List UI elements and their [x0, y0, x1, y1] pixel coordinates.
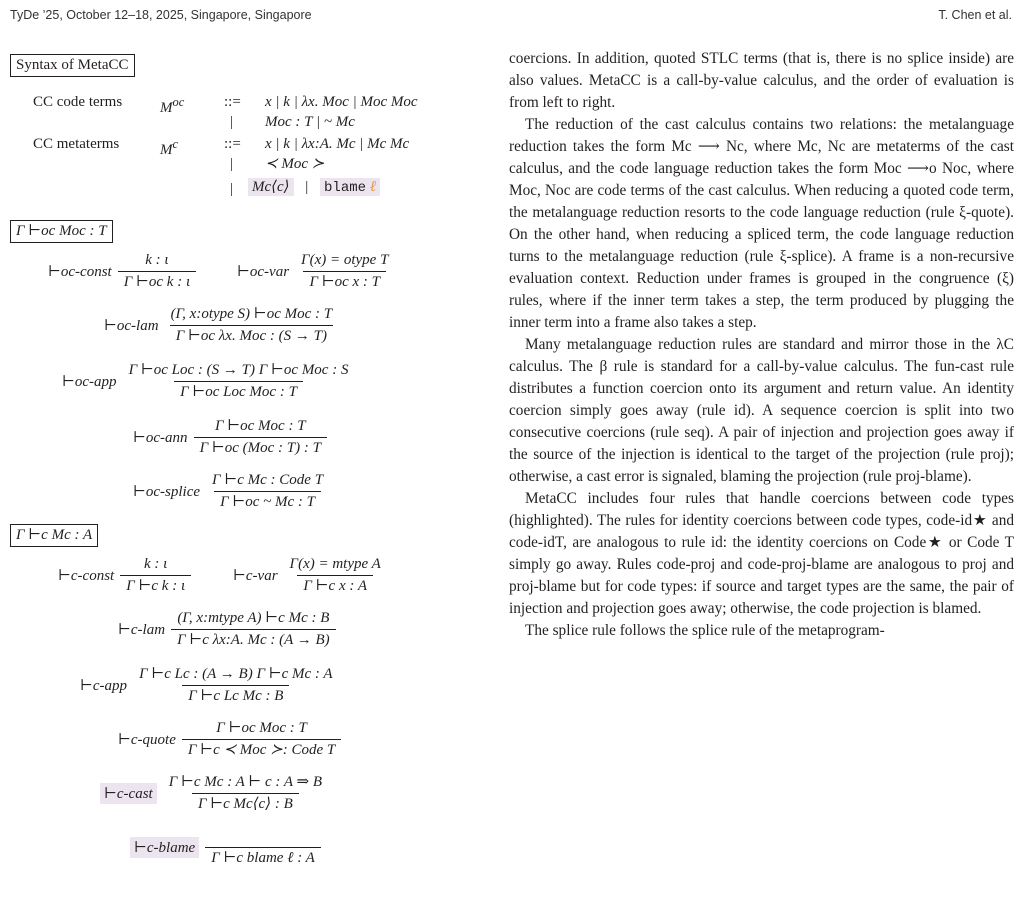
paragraph-4: MetaCC includes four rules that handle coercions between code types (highlighted). The rules for identity coercions between code types, code-id★ and code-idT, are analogous to rule id: the identity coercions on Code★ or Code T simply go away. Rules code-proj and code-proj-blame are analogous to proj and proj-blame but for code types: if source and target types are the same, the pair of injection and projection goes away; otherwise, the code projection is blamed. [509, 490, 1014, 617]
paragraph-2: The reduction of the cast calculus contains two relations: the metalanguage reduction takes the form Mc ⟶ Nc, where Mc, Nc are metaterms of the cast calculus, and the code language reduction takes the form Moc ⟶o Noc, where Moc, Noc are code terms of the cast calculus. When reducing a quoted code term, the metalanguage reduction resorts to the code language reduction (rule ξ-quote). On the other hand, when reducing a spliced term, the code language reduction turns to the metalanguage reduction (rule ξ-splice). A frame is a non-recursive evaluation context. Reduction under frames is grouped in the congruence (ξ) rules, where if the inner term takes a step, the term produced by plugging the inner term into a frame also takes a step. [509, 116, 1014, 331]
paragraph-5: The splice rule follows the splice rule of the metaprogram- [525, 622, 885, 639]
rule-c-blame: ⊢c-blame Γ ⊢c blame ℓ : A [130, 828, 321, 867]
rule-oc-splice: ⊢oc-splice $\frac{\text{Γ ⊢c Mc : Code T}}{\Gamma ⊢oc \sim Mc : T}$ [133, 472, 324, 510]
grammar-sep-1: ::= [224, 94, 241, 110]
rule-c-quote: ⊢c-quote $\frac{\text{Γ ⊢oc Moc : T}}{\text{Γ ⊢c ≺ Moc ≻: Code T}}$ [118, 720, 341, 759]
judgment-c: Γ ⊢c Mc : A [10, 524, 98, 547]
grammar-sep-2: | [230, 114, 234, 130]
grammar-row-3: CC metaterms [33, 136, 120, 152]
grammar-prod-2: Moc : T | ~ Mc [265, 114, 355, 130]
highlight-cast-term: Mc⟨c⟩ [248, 178, 294, 196]
body-text-column [509, 48, 1014, 642]
rule-c-app: ⊢c-app $\frac{\text{Γ ⊢c Lc : (A → B) Γ ⊢c Mc : A}}{\text{Γ ⊢c Lc Mc : B}}$ [80, 666, 333, 704]
paragraph-3: Many metalanguage reduction rules are standard and mirror those in the λC calculus. The β rule is standard for a call-by-value calculus. The fun-cast rule distributes a function coercion onto its argument and return value. An identity coercion simply goes away (rule id). A sequence coercion is split into two consecutive coercions (rule seq). A pair of injection and projection goes away if the source of the injection is identical to the target of the projection (rule proj); otherwise, a cast error is signaled, blaming the projection (rule proj-blame). [509, 336, 1014, 485]
rule-c-const: ⊢c-const $\frac{k : \iota}{\text{Γ ⊢c k : ι}}$ [58, 556, 191, 595]
running-header-authors: T. Chen et al. [938, 8, 1012, 22]
running-header-venue: TyDe ’25, October 12–18, 2025, Singapore, Singapore [10, 8, 312, 22]
judgment-oc: Γ ⊢oc Moc : T [10, 220, 113, 243]
grammar-sym-3: $M^c$ [160, 137, 179, 158]
rule-oc-var: ⊢oc-var $\frac{\text{Γ(x) = otype T}}{\text{Γ ⊢oc x : T}}$ [237, 252, 389, 290]
syntax-title: Syntax of MetaCC [10, 54, 135, 77]
grammar-prod-4: ≺ Moc ≻ [265, 156, 325, 172]
rule-oc-const: ⊢oc-const $\frac{k : \iota}{\text{Γ ⊢oc k : ι}}$ [48, 252, 196, 291]
grammar-prod-1: x | k | λx. Moc | Moc Moc [265, 94, 418, 110]
rule-c-cast: ⊢c-cast $\frac{\text{Γ ⊢c Mc : A ⊢ c : A ⇒ B}}{\text{Γ ⊢c Mc⟨c⟩ : B}}$ [100, 774, 328, 813]
grammar-prod-3: x | k | λx:A. Mc | Mc Mc [265, 136, 410, 152]
rule-c-var: ⊢c-var $\frac{\text{Γ(x) = mtype A}}{\text{Γ ⊢c x : A}}$ [233, 556, 381, 594]
rule-oc-app: ⊢oc-app $\frac{\text{Γ ⊢oc Loc : (S → T) Γ ⊢oc Moc : S}}{\text{Γ ⊢oc Loc Moc : T}}$ [62, 362, 349, 400]
grammar-sep-4: | [230, 156, 234, 172]
rule-c-lam: ⊢c-lam $\frac{\text{(Γ, x:mtype A) ⊢c Mc : B}}{\text{Γ ⊢c λx:A. Mc : (A → B)}}$ [118, 610, 336, 649]
grammar-sep-3: ::= [224, 136, 241, 152]
rule-oc-lam: ⊢oc-lam $\frac{\text{(Γ, x:otype S) ⊢oc Moc : T}}{\text{Γ ⊢oc λx. Moc : (S → T)}}$ [104, 306, 333, 344]
rule-oc-ann: ⊢oc-ann $\frac{\text{Γ ⊢oc Moc : T}}{\text{Γ ⊢oc (Moc : T) : T}}$ [133, 418, 327, 457]
grammar-prod-5: Mc⟨c⟩ | blame ℓ [248, 178, 380, 198]
paragraph-1: coercions. In addition, quoted STLC terms (that is, there is no splice inside) are also values. MetaCC is a call-by-value calculus, and the order of evaluation is from left to right. [509, 50, 1014, 111]
grammar-sym-1: $M^{oc}$ [160, 95, 185, 116]
grammar-row-1: CC code terms [33, 94, 123, 110]
highlight-blame-term: blame ℓ [320, 178, 380, 196]
grammar-sep-5: | [230, 181, 234, 197]
